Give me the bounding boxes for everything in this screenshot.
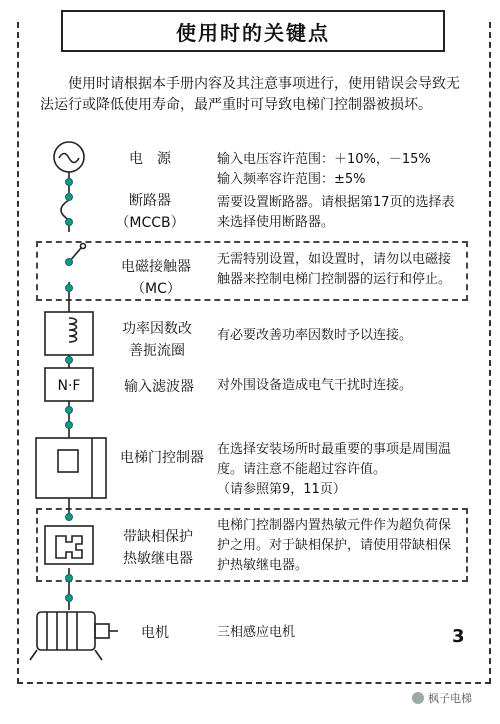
thermal-relay-icon xyxy=(45,526,93,564)
connection-node xyxy=(66,179,73,186)
breaker-description: 需要设置断路器。请根据第17页的选择表来选择使用断路器。 xyxy=(217,195,455,230)
filter-description: 对外围设备造成电气干扰时连接。 xyxy=(217,378,413,393)
contactor-description: 无需特别设置，如设置时，请勿以电磁接触器来控制电梯门控制器的运行和停止。 xyxy=(217,252,452,287)
motor-label: 电机 xyxy=(141,625,169,641)
reactor-label: 功率因数改 善扼流圈 xyxy=(122,321,192,359)
contactor-label: 电磁接触器 （MC） xyxy=(121,259,191,297)
relay-label: 带缺相保护 热敏继电器 xyxy=(123,529,193,567)
filter-label: 输入滤波器 xyxy=(124,379,194,395)
contactor-contact-icon xyxy=(81,244,86,249)
motor-icon xyxy=(37,612,95,650)
motor-description: 三相感应电机 xyxy=(217,625,296,640)
controller-label: 电梯门控制器 xyxy=(120,450,204,466)
filter-symbol: N·F xyxy=(57,378,81,394)
sine-wave-icon xyxy=(59,154,79,163)
breaker-icon xyxy=(61,200,69,220)
page-number: 3 xyxy=(452,626,465,647)
controller-description: 在选择安装场所时最重要的事项是周围温度。请注意不能超过容许值。 （请参照第9，11页） xyxy=(217,442,452,497)
connection-node xyxy=(66,422,73,429)
relay-description: 电梯门控制器内置热敏元件作为超负荷保护之用。对于缺相保护，请使用带缺相保护热敏继电器。 xyxy=(217,518,452,573)
reactor-description: 有必要改善功率因数时予以连接。 xyxy=(217,328,413,343)
wechat-icon xyxy=(412,692,424,704)
breaker-label: 断路器 （MCCB） xyxy=(115,193,185,231)
connection-node xyxy=(66,259,73,266)
connection-node xyxy=(66,357,73,364)
connection-node xyxy=(66,194,73,201)
connection-node xyxy=(66,514,73,521)
connection-node xyxy=(66,595,73,602)
power-label: 电 源 xyxy=(129,151,171,167)
connection-node xyxy=(66,575,73,582)
intro-text: 使用时请根据本手册内容及其注意事项进行，使用错误会导致无法运行或降低使用寿命，最严重时可导致电梯门控制器被损坏。 xyxy=(40,76,460,113)
coil-icon xyxy=(69,318,77,342)
controller-icon xyxy=(36,438,106,498)
relay-element-icon xyxy=(56,536,82,558)
motor-shaft-icon xyxy=(95,624,109,638)
page-title: 使用时的关键点 xyxy=(176,20,330,45)
connection-node xyxy=(66,219,73,226)
power-description: 输入电压容许范围：＋10%，－15% 输入频率容许范围：±5% xyxy=(217,152,431,187)
watermark xyxy=(412,690,472,706)
keypad-icon xyxy=(58,450,78,472)
connection-node xyxy=(66,407,73,414)
watermark-text: 枫子电梯 xyxy=(428,692,472,705)
connection-node xyxy=(66,285,73,292)
